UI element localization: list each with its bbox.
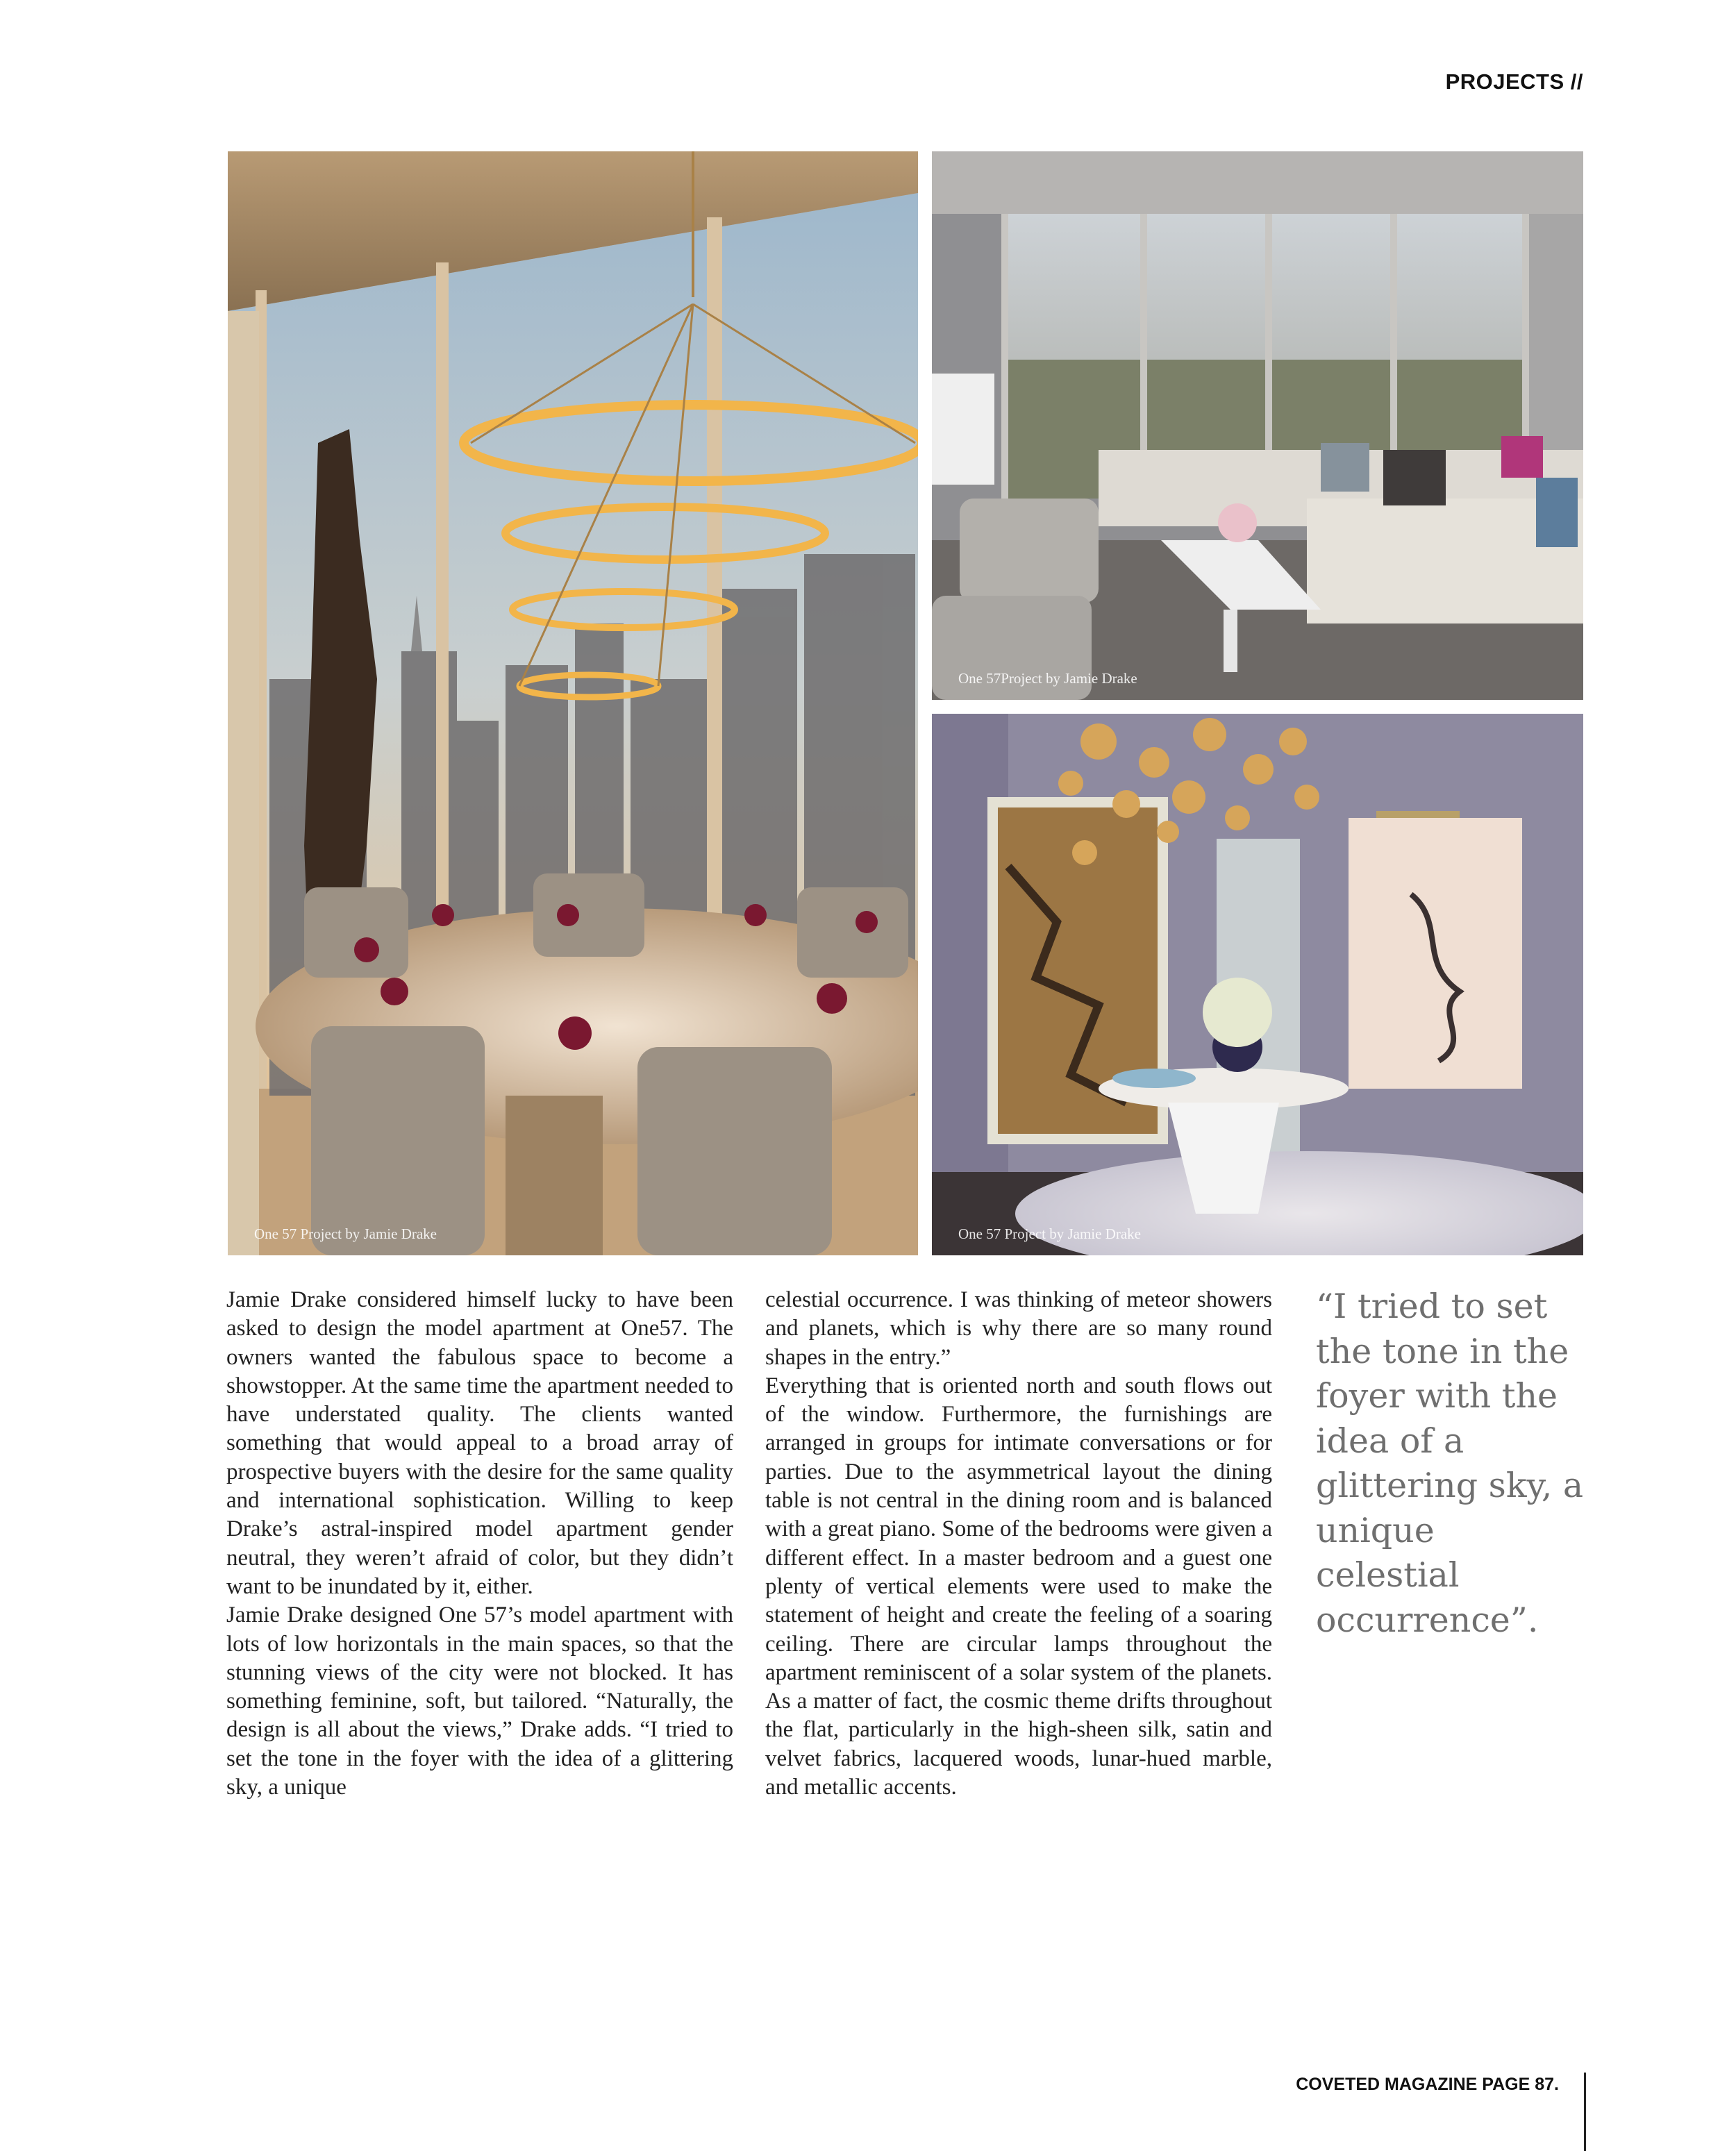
living-room-illustration: [932, 151, 1583, 700]
article-paragraph: celestial occurrence. I was thinking of meteor showers and planets, which is why there are so many round shapes in the entry.”: [765, 1287, 1272, 1370]
article-paragraph: Everything that is oriented north and south flows out of the window. Furthermore, the furnishings are arranged in groups for intimate conversations or for parties. Due to the asymmetrical layout the dining table is not central in the dining room and is balanced with a great piano. Some of the bedrooms were given a different effect. In a master bedroom and a guest one plenty of vertical elements were used to make the statement of height and create the feeling of a soaring ceiling. There are circular lamps throughout the apartment reminiscent of a solar system of the planets. As a matter of fact, the cosmic theme drifts throughout the flat, particularly in the high-sheen silk, satin and velvet fabrics, lacquered woods, lunar-hued marble, and metallic accents.: [765, 1373, 1272, 1800]
foyer-photo: [932, 714, 1583, 1255]
footer-divider: [1584, 2073, 1586, 2151]
page-footer: COVETED MAGAZINE PAGE 87.: [1296, 2075, 1559, 2094]
photo-caption: One 57 Project by Jamie Drake: [958, 1225, 1142, 1242]
photo-caption: One 57Project by Jamie Drake: [958, 670, 1137, 687]
article-paragraph: Jamie Drake considered himself lucky to have been asked to design the model apartment at One57. The owners wanted the fabulous space to become a showstopper. At the same time the apartment needed to have understated quality. The clients wanted something that would appeal to a broad array of prospective buyers with the desire for the same quality and international sophistication. Willing to keep Drake’s astral-inspired model apartment gender neutral, they weren’t afraid of color, but they didn’t want to be inundated by it, either.: [226, 1287, 733, 1599]
article-column-1: [226, 1286, 733, 1802]
article-paragraph: Jamie Drake designed One 57’s model apartment with lots of low horizontals in the main spaces, so that the stunning views of the city were not blocked. It has something feminine, soft, but tailored. “Naturally, the design is all about the views,” Drake adds. “I tried to set the tone in the foyer with the idea of a glittering sky, a unique: [226, 1602, 733, 1800]
article-column-2: [765, 1286, 1272, 1802]
pull-quote: “I tried to set the tone in the foyer with the idea of a glittering sky, a unique celestial occurrence”.: [1316, 1287, 1584, 1640]
foyer-illustration: [932, 714, 1583, 1255]
dining-room-illustration: [228, 151, 918, 1255]
section-header: PROJECTS //: [1445, 69, 1583, 94]
living-room-photo: [932, 151, 1583, 700]
photo-caption: One 57 Project by Jamie Drake: [254, 1225, 437, 1242]
dining-room-photo: [228, 151, 918, 1255]
